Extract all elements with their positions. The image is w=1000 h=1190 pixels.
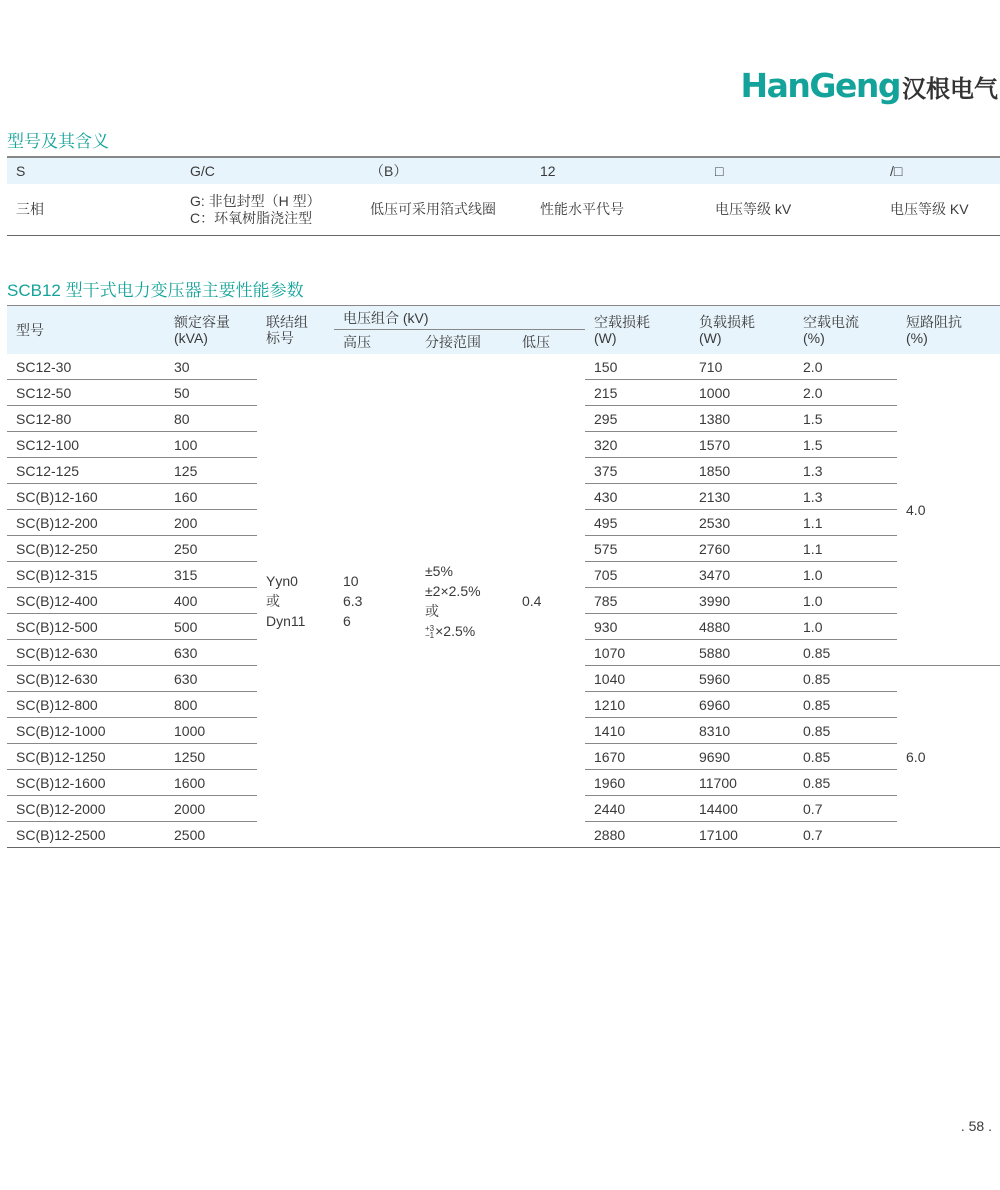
table-cell: 2.0 [794,380,897,406]
meaning-cell: 电压等级 kV [715,201,792,217]
frac-bottom: −1 [425,630,435,640]
merged-line: Yyn0 [266,572,298,589]
table-cell: 0.85 [794,640,897,666]
code-cell: （B） [361,157,531,184]
table-cell: 1250 [165,744,257,770]
table-cell: 1040 [585,666,690,692]
table-cell: 295 [585,406,690,432]
tap-fraction [425,625,434,639]
table-cell: SC(B)12-200 [7,510,165,536]
table-cell: SC12-125 [7,458,165,484]
table-cell: SC(B)12-2500 [16,826,106,843]
merged-line: 或 [425,602,439,619]
table-cell: 0.85 [794,744,897,770]
table-cell: 9690 [690,744,794,770]
table-cell: 1.5 [794,406,897,432]
table-cell: 785 [585,588,690,614]
table-cell: 1.1 [794,536,897,562]
table-cell: 495 [585,510,690,536]
meaning-cell: 性能水平代号 [540,201,624,217]
header-line: (kVA) [174,330,208,346]
table-cell: SC12-100 [7,432,165,458]
table-cell: 1410 [585,718,690,744]
header-row [7,306,1000,330]
meaning-cell: 三相 [16,201,44,217]
header-model: 型号 [7,306,165,355]
table-cell: 0.7 [803,826,823,843]
table-cell: SC(B)12-400 [7,588,165,614]
table-cell: SC(B)12-315 [7,562,165,588]
code-cell: □ [706,157,881,184]
code-cell: 12 [531,157,706,184]
header-capacity [165,306,257,355]
merged-line: ±2×2.5% [425,582,481,599]
table-cell: 1.0 [794,562,897,588]
header-line: 标号 [266,330,294,346]
table-cell: 630 [165,640,257,666]
meaning-cell: 低压可采用箔式线圈 [370,201,496,217]
table-cell: 1380 [690,406,794,432]
table-cell: 1600 [165,770,257,796]
header-load [690,306,794,355]
table-cell: 1.3 [794,458,897,484]
code-cell: /□ [881,157,1000,184]
table-row [7,354,1000,380]
table-cell: 315 [165,562,257,588]
header-noload [585,306,690,355]
header-line: 空载损耗 [594,314,651,330]
section1-title: 型号及其含义 [7,132,109,151]
hv-cell [334,354,416,848]
model-meaning-table [7,156,1000,236]
table-cell: 100 [165,432,257,458]
table-cell: 5880 [690,640,794,666]
merged-line [425,621,513,641]
header-line: 负载损耗 [699,314,756,330]
table-cell: 80 [165,406,257,432]
meaning-row [7,184,1000,236]
table-cell: 11700 [690,770,794,796]
header-line: 额定容量 [174,314,230,330]
table-cell: SC(B)12-500 [7,614,165,640]
header-line: (W) [699,330,722,346]
table-cell: SC(B)12-1000 [7,718,165,744]
table-cell: 14400 [690,796,794,822]
table-cell: 500 [165,614,257,640]
header-line: 空载电流 [803,314,860,330]
table-cell: 215 [585,380,690,406]
table-cell: 3470 [690,562,794,588]
table-cell: 1.5 [794,432,897,458]
merged-line: Dyn11 [266,612,306,629]
table-cell: SC(B)12-630 [7,640,165,666]
table-cell: 800 [165,692,257,718]
header-current [794,306,897,355]
table-cell: 1000 [165,718,257,744]
table-cell: 250 [165,536,257,562]
table-cell: 705 [585,562,690,588]
merged-line: 或 [266,592,280,609]
brand-logo [741,66,998,105]
meaning-cell [181,184,361,236]
meaning-line: G: 非包封型（H 型） [190,192,321,209]
meaning-cell: 电压等级 KV [890,201,969,217]
header-line: (%) [803,330,825,346]
section2-title: SCB12 型干式电力变压器主要性能参数 [7,281,304,300]
logo-en: HanGeng [740,66,900,105]
impedance-cell: 4.0 [897,354,1000,666]
table-body [7,354,1000,848]
merged-line: 6 [343,612,351,629]
table-cell: 1.3 [794,484,897,510]
table-cell: 30 [165,354,257,380]
header-impedance [897,306,1000,355]
table-cell: 150 [585,354,690,380]
table-cell: 1210 [585,692,690,718]
meaning-line: C：环氧树脂浇注型 [190,209,313,226]
merged-line: ±5% [425,562,453,579]
table-cell: 630 [165,666,257,692]
lv-value: 0.4 [522,592,542,609]
table-cell: 1.1 [794,510,897,536]
table-cell: 0.85 [794,692,897,718]
table-cell: SC12-30 [7,354,165,380]
table-cell: 0.85 [794,718,897,744]
table-cell: SC(B)12-160 [7,484,165,510]
table-cell: 1.0 [794,614,897,640]
table-cell: 200 [165,510,257,536]
table-cell: SC(B)12-2000 [7,796,165,822]
header-tap: 分接范围 [416,330,513,355]
table-cell: 1070 [585,640,690,666]
performance-table [7,305,1000,848]
header-line: (%) [906,330,928,346]
header-voltage: 电压组合 (kV) [334,306,585,330]
table-cell: 5960 [690,666,794,692]
table-cell: 3990 [690,588,794,614]
table-cell: 430 [585,484,690,510]
table-cell: SC(B)12-800 [7,692,165,718]
table-cell: 1850 [690,458,794,484]
impedance-cell: 6.0 [906,748,926,765]
table-cell: 1960 [585,770,690,796]
table-cell: 575 [585,536,690,562]
table-cell: 160 [165,484,257,510]
table-cell: 6960 [690,692,794,718]
table-cell: 2500 [174,826,206,843]
table-cell: 4880 [690,614,794,640]
table-cell: 8310 [690,718,794,744]
table-cell: 2.0 [794,354,897,380]
merged-line: 10 [343,572,359,589]
table-cell: SC(B)12-630 [7,666,165,692]
frac-top: +3 [425,623,435,633]
table-cell: 0.85 [794,770,897,796]
table-cell: 375 [585,458,690,484]
table-cell: 0.85 [794,666,897,692]
table-cell: 2760 [690,536,794,562]
page-number: . 58 . [960,1118,992,1134]
header-line: 联结组 [266,314,308,330]
table-cell: SC(B)12-1600 [7,770,165,796]
code-cell: G/C [181,157,361,184]
logo-cn: 汉根电气 [902,76,998,103]
header-vector [257,306,334,355]
merged-line: 6.3 [343,592,363,609]
table-cell: 710 [690,354,794,380]
table-cell: 320 [585,432,690,458]
table-cell: SC12-80 [7,406,165,432]
table-cell: 2880 [594,826,626,843]
table-cell: SC12-50 [7,380,165,406]
lv-cell [513,354,585,848]
table-cell: 2000 [165,796,257,822]
table-cell: 2440 [585,796,690,822]
table-cell: 400 [165,588,257,614]
header-line: (W) [594,330,617,346]
table-cell: 2530 [690,510,794,536]
table-cell: 50 [165,380,257,406]
tap-range-cell [416,354,513,848]
table-cell: SC(B)12-1250 [7,744,165,770]
header-hv: 高压 [334,330,416,355]
table-cell: 1570 [690,432,794,458]
table-cell: 930 [585,614,690,640]
table-cell: 125 [165,458,257,484]
table-cell: 17100 [699,826,738,843]
code-row [7,157,1000,184]
header-lv: 低压 [513,330,585,355]
table-cell: 1670 [585,744,690,770]
table-cell: 0.7 [794,796,897,822]
vector-group-cell [257,354,334,848]
tap-step: ×2.5% [435,622,476,639]
table-cell: SC(B)12-250 [7,536,165,562]
header-line: 短路阻抗 [906,314,963,330]
table-cell: 1.0 [794,588,897,614]
code-cell: S [7,157,181,184]
table-cell: 2130 [690,484,794,510]
table-cell: 1000 [690,380,794,406]
